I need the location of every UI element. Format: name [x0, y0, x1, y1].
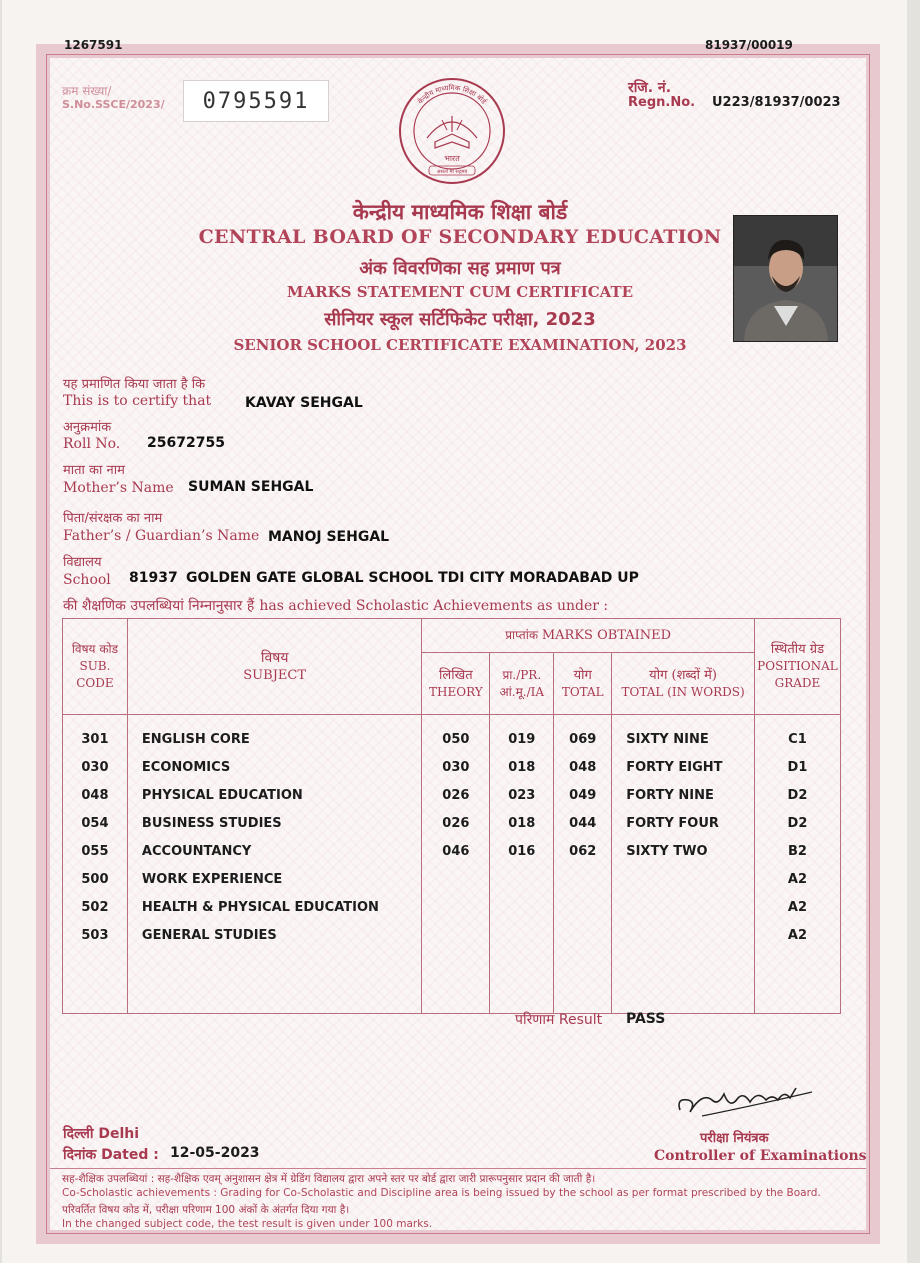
sub-code: 503: [63, 921, 128, 949]
practical-marks: 023: [490, 781, 554, 809]
table-row: [63, 837, 841, 865]
header-marks-label: MARKS OBTAINED: [541, 628, 672, 643]
mother-label-hindi: माता का नाम: [63, 463, 125, 478]
subject-name: ACCOUNTANCY: [127, 837, 421, 865]
theory-marks: 046: [422, 837, 490, 865]
certify-label-hindi: यह प्रमाणित किया जाता है कि: [63, 377, 206, 392]
serial-label-hindi: क्रम संख्या/: [62, 84, 112, 98]
total-marks: 048: [554, 753, 612, 781]
certify-label: This is to certify that: [63, 393, 212, 409]
grade: B2: [754, 837, 840, 865]
subject-name: WORK EXPERIENCE: [127, 865, 421, 893]
subject-name: HEALTH & PHYSICAL EDUCATION: [127, 893, 421, 921]
practical-marks: 019: [490, 725, 554, 753]
candidate-photo: [733, 215, 838, 342]
serial-number: 0795591: [183, 80, 329, 122]
school-code: 81937: [129, 570, 178, 586]
header-total-words-label: TOTAL (IN WORDS): [621, 684, 745, 699]
total-marks: 049: [554, 781, 612, 809]
cbse-seal-logo: [397, 76, 507, 186]
controller-title: Controller of Examinations: [654, 1148, 867, 1164]
header-grade-line2: GRADE: [774, 676, 821, 690]
seal-motto: असतो मा सद्गमय: [436, 169, 468, 175]
table-row: [63, 921, 841, 949]
total-marks: 069: [554, 725, 612, 753]
theory-marks: 026: [422, 781, 490, 809]
header-grade-line1: POSITIONAL: [757, 659, 838, 673]
place: दिल्ली Delhi: [63, 1126, 140, 1142]
sub-code: 030: [63, 753, 128, 781]
serial-label: S.No.SSCE/2023/: [62, 98, 165, 111]
total-in-words: FORTY FOUR: [612, 809, 755, 837]
achievement-line: [63, 595, 608, 615]
grade: A2: [754, 893, 840, 921]
roll-label-hindi: अनुक्रमांक: [63, 420, 112, 435]
document-title: MARKS STATEMENT CUM CERTIFICATE: [286, 283, 634, 301]
total-in-words: SIXTY NINE: [612, 725, 755, 753]
achievement-label: has achieved Scholastic Achievements as under :: [259, 598, 609, 614]
header-total-words-hindi: योग (शब्दों में): [649, 667, 718, 683]
header-theory: [422, 653, 490, 715]
co-scholastic-note: Co-Scholastic achievements : Grading for Co-Scholastic and Discipline area is being issued by the school as per format prescribed by the Board.: [62, 1187, 821, 1199]
header-subject: [127, 619, 421, 715]
header-total-label: TOTAL: [561, 684, 604, 699]
school-name: GOLDEN GATE GLOBAL SCHOOL TDI CITY MORADABAD UP: [186, 570, 639, 586]
grade: A2: [754, 921, 840, 949]
document-title-hindi: अंक विवरणिका सह प्रमाण पत्र: [359, 258, 561, 279]
father-label: Father’s / Guardian’s Name: [63, 528, 260, 544]
marks-table: [62, 618, 841, 1014]
theory-marks: 050: [422, 725, 490, 753]
board-name: CENTRAL BOARD OF SECONDARY EDUCATION: [198, 226, 722, 248]
seal-text-bharat: भारत: [444, 154, 460, 163]
header-sub-code-hindi: विषय कोड: [71, 642, 119, 656]
result-value: PASS: [626, 1011, 666, 1027]
header-theory-hindi: लिखित: [439, 667, 473, 683]
changed-code-note: In the changed subject code, the test result is given under 100 marks.: [62, 1218, 433, 1230]
practical-marks: [490, 921, 554, 949]
table-row: [63, 865, 841, 893]
co-scholastic-note-hindi: सह-शैक्षिक उपलब्धियां : सह-शैक्षिक एवम् अनुशासन क्षेत्र में ग्रेडिंग विद्यालय द्वारा अपने स्तर पर बोर्ड द्वारा जारी प्रारूपनुसार प्रदान की जाती है।: [62, 1173, 596, 1185]
date-label: दिनांक Dated :: [63, 1147, 159, 1163]
table-filler-row: [63, 949, 841, 1014]
controller-signature: [672, 1070, 822, 1130]
school-label-hindi: विद्यालय: [63, 555, 102, 570]
total-in-words: FORTY NINE: [612, 781, 755, 809]
mother-label: Mother’s Name: [63, 480, 174, 496]
grade: D2: [754, 809, 840, 837]
sub-code: 500: [63, 865, 128, 893]
theory-marks: [422, 921, 490, 949]
practical-marks: [490, 865, 554, 893]
sub-code: 055: [63, 837, 128, 865]
grade: D1: [754, 753, 840, 781]
school-label: School: [63, 572, 111, 588]
certificate-number-right: 81937/00019: [705, 38, 793, 52]
subject-name: ECONOMICS: [127, 753, 421, 781]
regn-label: Regn.No.: [628, 95, 696, 110]
father-label-hindi: पिता/संरक्षक का नाम: [63, 511, 163, 526]
mother-name: SUMAN SEHGAL: [188, 479, 314, 495]
father-name: MANOJ SEHGAL: [268, 529, 390, 545]
table-row: [63, 809, 841, 837]
achievement-label-hindi: की शैक्षणिक उपलब्धियां निम्नानुसार हैं: [63, 598, 255, 614]
grade: C1: [754, 725, 840, 753]
table-row: [63, 893, 841, 921]
candidate-name: KAVAY SEHGAL: [245, 395, 363, 411]
exam-title: SENIOR SCHOOL CERTIFICATE EXAMINATION, 2023: [233, 336, 687, 354]
total-marks: [554, 893, 612, 921]
controller-title-hindi: परीक्षा नियंत्रक: [700, 1131, 769, 1146]
header-practical: [490, 653, 554, 715]
header-total-hindi: योग: [573, 667, 592, 683]
header-practical-line2: आं.मू./IA: [499, 684, 545, 699]
regn-number: U223/81937/0023: [712, 95, 841, 110]
header-marks-hindi: प्राप्तांक: [505, 628, 539, 642]
practical-marks: [490, 893, 554, 921]
header-subject-label: SUBJECT: [243, 667, 307, 683]
date-value: 12-05-2023: [170, 1145, 260, 1161]
header-marks-obtained: [422, 619, 755, 653]
regn-label-hindi: रजि. नं.: [628, 80, 672, 96]
header-sub-code: [63, 619, 128, 715]
header-subject-hindi: विषय: [260, 649, 289, 666]
seal-text-top: केन्द्रीय माध्यमिक शिक्षा बोर्ड: [416, 83, 488, 106]
subject-name: GENERAL STUDIES: [127, 921, 421, 949]
practical-marks: 016: [490, 837, 554, 865]
total-marks: [554, 921, 612, 949]
grade: A2: [754, 865, 840, 893]
roll-number: 25672755: [147, 435, 225, 451]
certificate-number-left: 1267591: [64, 38, 123, 52]
total-in-words: [612, 921, 755, 949]
theory-marks: 030: [422, 753, 490, 781]
total-in-words: FORTY EIGHT: [612, 753, 755, 781]
total-in-words: [612, 893, 755, 921]
footnote-divider: [50, 1168, 866, 1169]
sub-code: 502: [63, 893, 128, 921]
header-sub-code-line2: CODE: [76, 676, 114, 690]
header-sub-code-line1: SUB.: [79, 659, 111, 673]
table-row: [63, 753, 841, 781]
header-total-words: [612, 653, 755, 715]
header-grade: [754, 619, 840, 715]
total-marks: 062: [554, 837, 612, 865]
subject-name: ENGLISH CORE: [127, 725, 421, 753]
total-in-words: [612, 865, 755, 893]
table-row: [63, 725, 841, 753]
total-marks: [554, 865, 612, 893]
header-practical-line1: प्रा./PR.: [502, 667, 542, 682]
header-grade-hindi: स्थितीय ग्रेड: [770, 642, 825, 657]
theory-marks: [422, 865, 490, 893]
sub-code: 054: [63, 809, 128, 837]
changed-code-note-hindi: परिवर्तित विषय कोड में, परीक्षा परिणाम 100 अंकों के अंतर्गत दिया गया है।: [62, 1204, 350, 1216]
header-total: [554, 653, 612, 715]
practical-marks: 018: [490, 809, 554, 837]
board-name-hindi: केन्द्रीय माध्यमिक शिक्षा बोर्ड: [352, 200, 568, 224]
sub-code: 301: [63, 725, 128, 753]
theory-marks: 026: [422, 809, 490, 837]
total-in-words: SIXTY TWO: [612, 837, 755, 865]
subject-name: BUSINESS STUDIES: [127, 809, 421, 837]
header-theory-label: THEORY: [429, 684, 483, 699]
sub-code: 048: [63, 781, 128, 809]
grade: D2: [754, 781, 840, 809]
exam-title-hindi: सीनियर स्कूल सर्टिफिकेट परीक्षा, 2023: [324, 309, 596, 330]
theory-marks: [422, 893, 490, 921]
total-marks: 044: [554, 809, 612, 837]
roll-label: Roll No.: [63, 436, 121, 452]
result-label: परिणाम Result: [515, 1012, 603, 1028]
practical-marks: 018: [490, 753, 554, 781]
table-row: [63, 781, 841, 809]
subject-name: PHYSICAL EDUCATION: [127, 781, 421, 809]
